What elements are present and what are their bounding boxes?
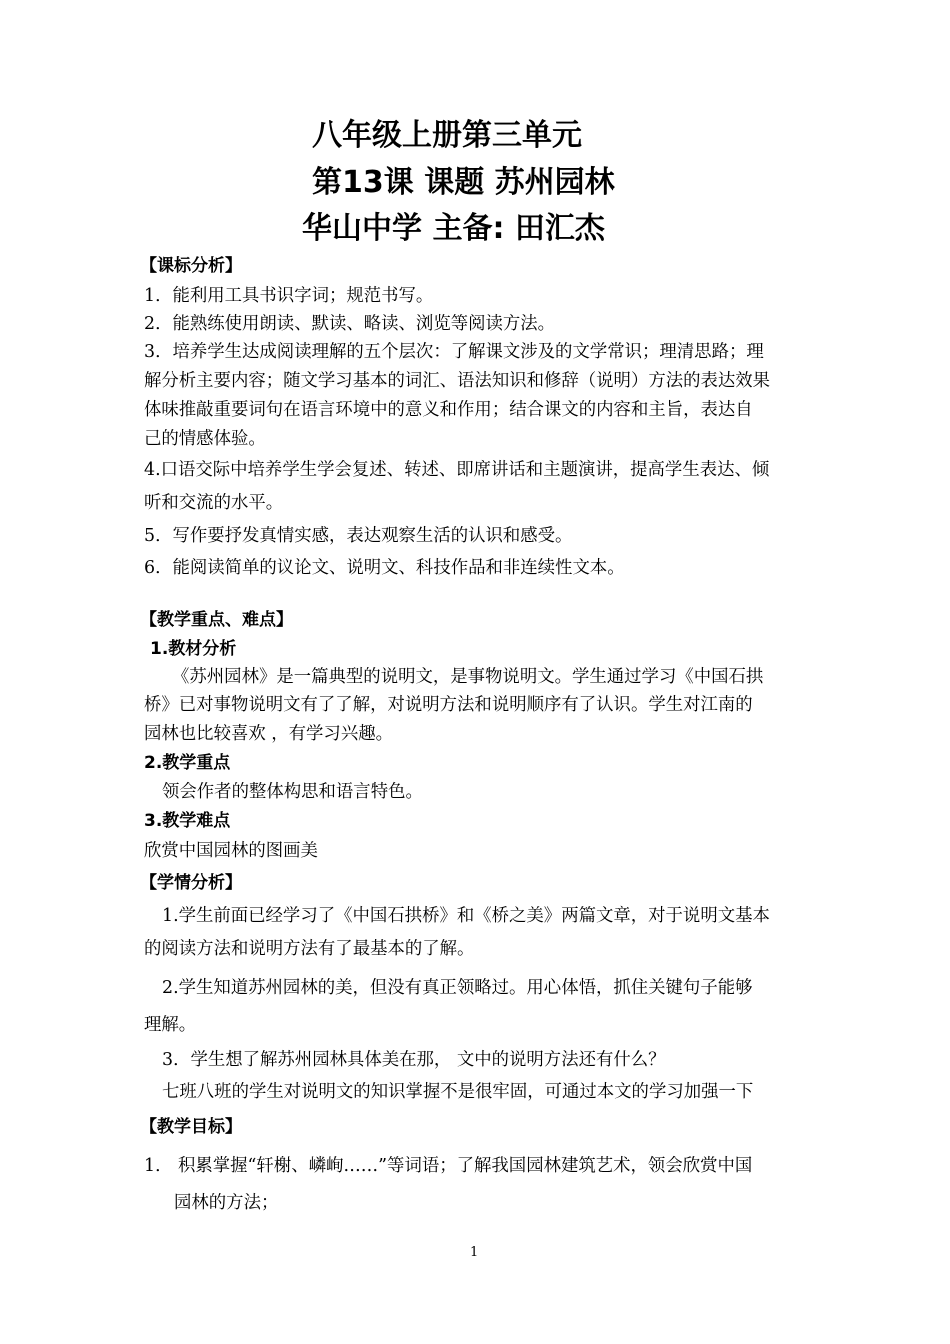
curriculum-item-1: 1．能利用工具书识字词；规范书写。 xyxy=(144,286,434,306)
curriculum-item-3-line2: 解分析主要内容；随文学习基本的词汇、语法知识和修辞（说明）方法的表达效果 xyxy=(144,371,771,391)
author-line: 华山中学 主备: 田汇杰 xyxy=(302,211,605,246)
curriculum-item-4-line1: 4.口语交际中培养学生学会复述、转述、即席讲话和主题演讲，提高学生表达、倾 xyxy=(144,460,770,480)
curriculum-item-6: 6．能阅读简单的议论文、说明文、科技作品和非连续性文本。 xyxy=(144,558,625,578)
curriculum-item-4-line2: 听和交流的水平。 xyxy=(144,493,284,513)
material-analysis-title: 1.教材分析 xyxy=(150,639,237,659)
objective-item-1-line1: 1． 积累掌握“轩榭、嶙峋……”等词语；了解我国园林建筑艺术，领会欣赏中国 xyxy=(144,1156,753,1176)
teaching-difficulty-title: 3.教学难点 xyxy=(144,811,231,831)
lesson-title: 第13课 课题 苏州园林 xyxy=(312,165,615,200)
curriculum-item-2: 2．能熟练使用朗读、默读、略读、浏览等阅读方法。 xyxy=(144,314,556,334)
material-analysis-line3: 园林也比较喜欢 ，有学习兴趣。 xyxy=(144,724,393,744)
learner-item-1-line2: 的阅读方法和说明方法有了最基本的了解。 xyxy=(144,939,475,959)
key-points-heading: 【教学重点、难点】 xyxy=(140,610,293,630)
learner-item-4: 七班八班的学生对说明文的知识掌握不是很牢固，可通过本文的学习加强一下 xyxy=(162,1082,754,1102)
teaching-focus-text: 领会作者的整体构思和语言特色。 xyxy=(162,782,423,802)
curriculum-item-3-line1: 3．培养学生达成阅读理解的五个层次：了解课文涉及的文学常识；理清思路；理 xyxy=(144,342,764,362)
curriculum-item-3-line4: 己的情感体验。 xyxy=(144,429,266,449)
curriculum-item-3-line3: 体味推敲重要词句在语言环境中的意义和作用；结合课文的内容和主旨，表达自 xyxy=(144,400,753,420)
teaching-difficulty-text: 欣赏中国园林的图画美 xyxy=(144,841,318,861)
objective-item-1-line2: 园林的方法； xyxy=(174,1193,279,1213)
objectives-heading: 【教学目标】 xyxy=(140,1117,242,1137)
learner-item-2-line2: 理解。 xyxy=(144,1015,197,1035)
learner-item-2-line1: 2.学生知道苏州园林的美，但没有真正领略过。用心体悟，抓住关键句子能够 xyxy=(162,978,753,998)
learner-heading: 【学情分析】 xyxy=(140,873,242,893)
material-analysis-line2: 桥》已对事物说明文有了了解，对说明方法和说明顺序有了认识。学生对江南的 xyxy=(144,695,753,715)
learner-item-3: 3．学生想了解苏州园林具体美在那， 文中的说明方法还有什么？ xyxy=(162,1050,666,1070)
curriculum-heading: 【课标分析】 xyxy=(140,256,242,276)
curriculum-item-5: 5．写作要抒发真情实感，表达观察生活的认识和感受。 xyxy=(144,526,573,546)
teaching-focus-title: 2.教学重点 xyxy=(144,753,231,773)
unit-title: 八年级上册第三单元 xyxy=(312,118,582,153)
learner-item-1-line1: 1.学生前面已经学习了《中国石拱桥》和《桥之美》两篇文章，对于说明文基本 xyxy=(162,906,770,926)
page-number: 1 xyxy=(470,1245,479,1260)
material-analysis-line1: 《苏州园林》是一篇典型的说明文，是事物说明文。学生通过学习《中国石拱 xyxy=(172,667,764,687)
